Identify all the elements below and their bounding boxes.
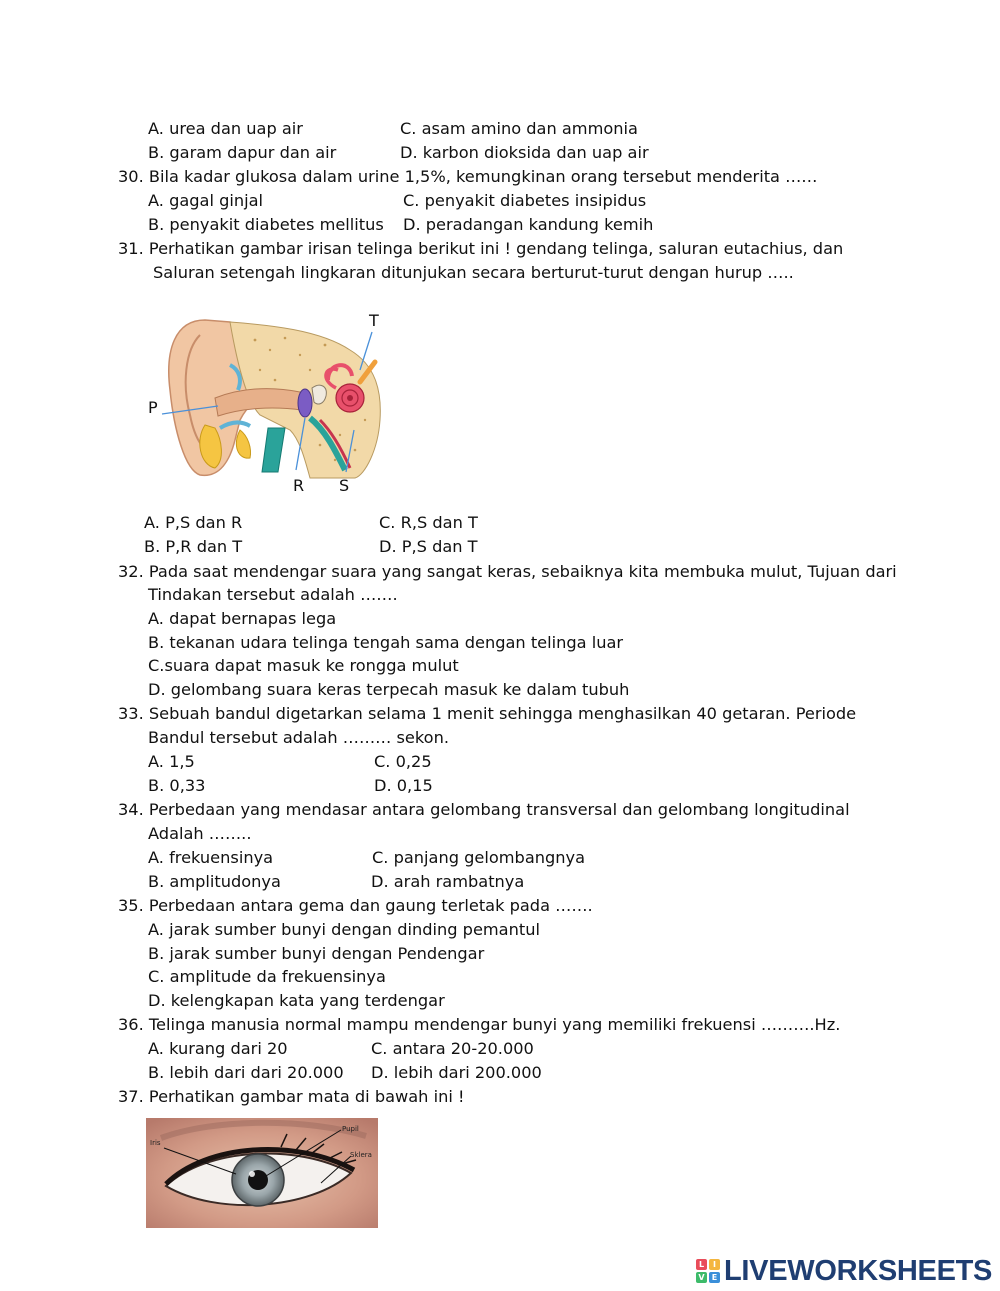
q35-option-c: C. amplitude da frekuensinya bbox=[148, 967, 386, 986]
q32-question-line2: Tindakan tersebut adalah ……. bbox=[148, 585, 398, 604]
q33-option-a: A. 1,5 bbox=[148, 752, 195, 771]
q32-option-a: A. dapat bernapas lega bbox=[148, 609, 337, 628]
q35-question: 35. Perbedaan antara gema dan gaung terletak pada ……. bbox=[118, 896, 593, 915]
q29-option-c: C. asam amino dan ammonia bbox=[400, 119, 638, 138]
q34-question-line2: Adalah …….. bbox=[148, 824, 252, 843]
q36-option-a: A. kurang dari 20 bbox=[148, 1039, 288, 1058]
ear-label-t: T bbox=[369, 311, 379, 330]
q33-question-line1: 33. Sebuah bandul digetarkan selama 1 menit sehingga menghasilkan 40 getaran. Periode bbox=[118, 704, 857, 723]
q31-question-line1: 31. Perhatikan gambar irisan telinga berikut ini ! gendang telinga, saluran eutachius, dan bbox=[118, 239, 844, 258]
ear-label-p: P bbox=[148, 398, 158, 417]
q30-option-d: D. peradangan kandung kemih bbox=[403, 215, 654, 234]
logo-letter-l: L bbox=[696, 1259, 707, 1270]
eye-figure bbox=[146, 1118, 378, 1228]
liveworksheets-brand bbox=[696, 1256, 992, 1286]
q34-question-line1: 34. Perbedaan yang mendasar antara gelombang transversal dan gelombang longitudinal bbox=[118, 800, 850, 819]
liveworksheets-logo-icon bbox=[696, 1259, 720, 1283]
q36-question: 36. Telinga manusia normal mampu mendengar bunyi yang memiliki frekuensi ……….Hz. bbox=[118, 1015, 841, 1034]
eye-label-sklera: Sklera bbox=[350, 1151, 372, 1159]
q35-option-b: B. jarak sumber bunyi dengan Pendengar bbox=[148, 944, 485, 963]
q32-option-c: C.suara dapat masuk ke rongga mulut bbox=[148, 656, 459, 675]
q30-option-c: C. penyakit diabetes insipidus bbox=[403, 191, 647, 210]
q31-question-line2: Saluran setengah lingkaran ditunjukan secara berturut-turut dengan hurup ….. bbox=[153, 263, 794, 282]
eye-label-pupil: Pupil bbox=[342, 1125, 359, 1133]
q35-option-d: D. kelengkapan kata yang terdengar bbox=[148, 991, 445, 1010]
q35-option-a: A. jarak sumber bunyi dengan dinding pemantul bbox=[148, 920, 540, 939]
q31-option-c: C. R,S dan T bbox=[379, 513, 478, 532]
q34-option-c: C. panjang gelombangnya bbox=[372, 848, 586, 867]
q33-option-c: C. 0,25 bbox=[374, 752, 432, 771]
q29-option-d: D. karbon dioksida dan uap air bbox=[400, 143, 649, 162]
logo-letter-v: V bbox=[696, 1272, 707, 1283]
q32-question-line1: 32. Pada saat mendengar suara yang sangat keras, sebaiknya kita membuka mulut, Tujuan dari bbox=[118, 562, 897, 581]
q37-question: 37. Perhatikan gambar mata di bawah ini ! bbox=[118, 1087, 465, 1106]
q33-option-b: B. 0,33 bbox=[148, 776, 206, 795]
logo-letter-i: I bbox=[709, 1259, 720, 1270]
q34-option-a: A. frekuensinya bbox=[148, 848, 274, 867]
q29-option-a: A. urea dan uap air bbox=[148, 119, 303, 138]
ear-label-s: S bbox=[339, 476, 350, 495]
q33-question-line2: Bandul tersebut adalah ……… sekon. bbox=[148, 728, 449, 747]
logo-letter-e: E bbox=[709, 1272, 720, 1283]
liveworksheets-wordmark: LIVEWORKSHEETS bbox=[724, 1254, 993, 1287]
q30-option-b: B. penyakit diabetes mellitus bbox=[148, 215, 384, 234]
q29-option-b: B. garam dapur dan air bbox=[148, 143, 337, 162]
q34-option-d: D. arah rambatnya bbox=[371, 872, 525, 891]
q30-option-a: A. gagal ginjal bbox=[148, 191, 264, 210]
q33-option-d: D. 0,15 bbox=[374, 776, 433, 795]
q31-option-a: A. P,S dan R bbox=[144, 513, 243, 532]
q31-option-b: B. P,R dan T bbox=[144, 537, 243, 556]
q32-option-b: B. tekanan udara telinga tengah sama dengan telinga luar bbox=[148, 633, 624, 652]
ear-cross-section-figure bbox=[160, 310, 390, 480]
q36-option-c: C. antara 20-20.000 bbox=[371, 1039, 534, 1058]
q34-option-b: B. amplitudonya bbox=[148, 872, 281, 891]
q36-option-d: D. lebih dari 200.000 bbox=[371, 1063, 542, 1082]
q31-option-d: D. P,S dan T bbox=[379, 537, 478, 556]
q30-question: 30. Bila kadar glukosa dalam urine 1,5%, kemungkinan orang tersebut menderita …… bbox=[118, 167, 818, 186]
ear-label-r: R bbox=[293, 476, 305, 495]
q32-option-d: D. gelombang suara keras terpecah masuk ke dalam tubuh bbox=[148, 680, 630, 699]
q36-option-b: B. lebih dari dari 20.000 bbox=[148, 1063, 344, 1082]
eye-label-iris: Iris bbox=[150, 1139, 161, 1147]
